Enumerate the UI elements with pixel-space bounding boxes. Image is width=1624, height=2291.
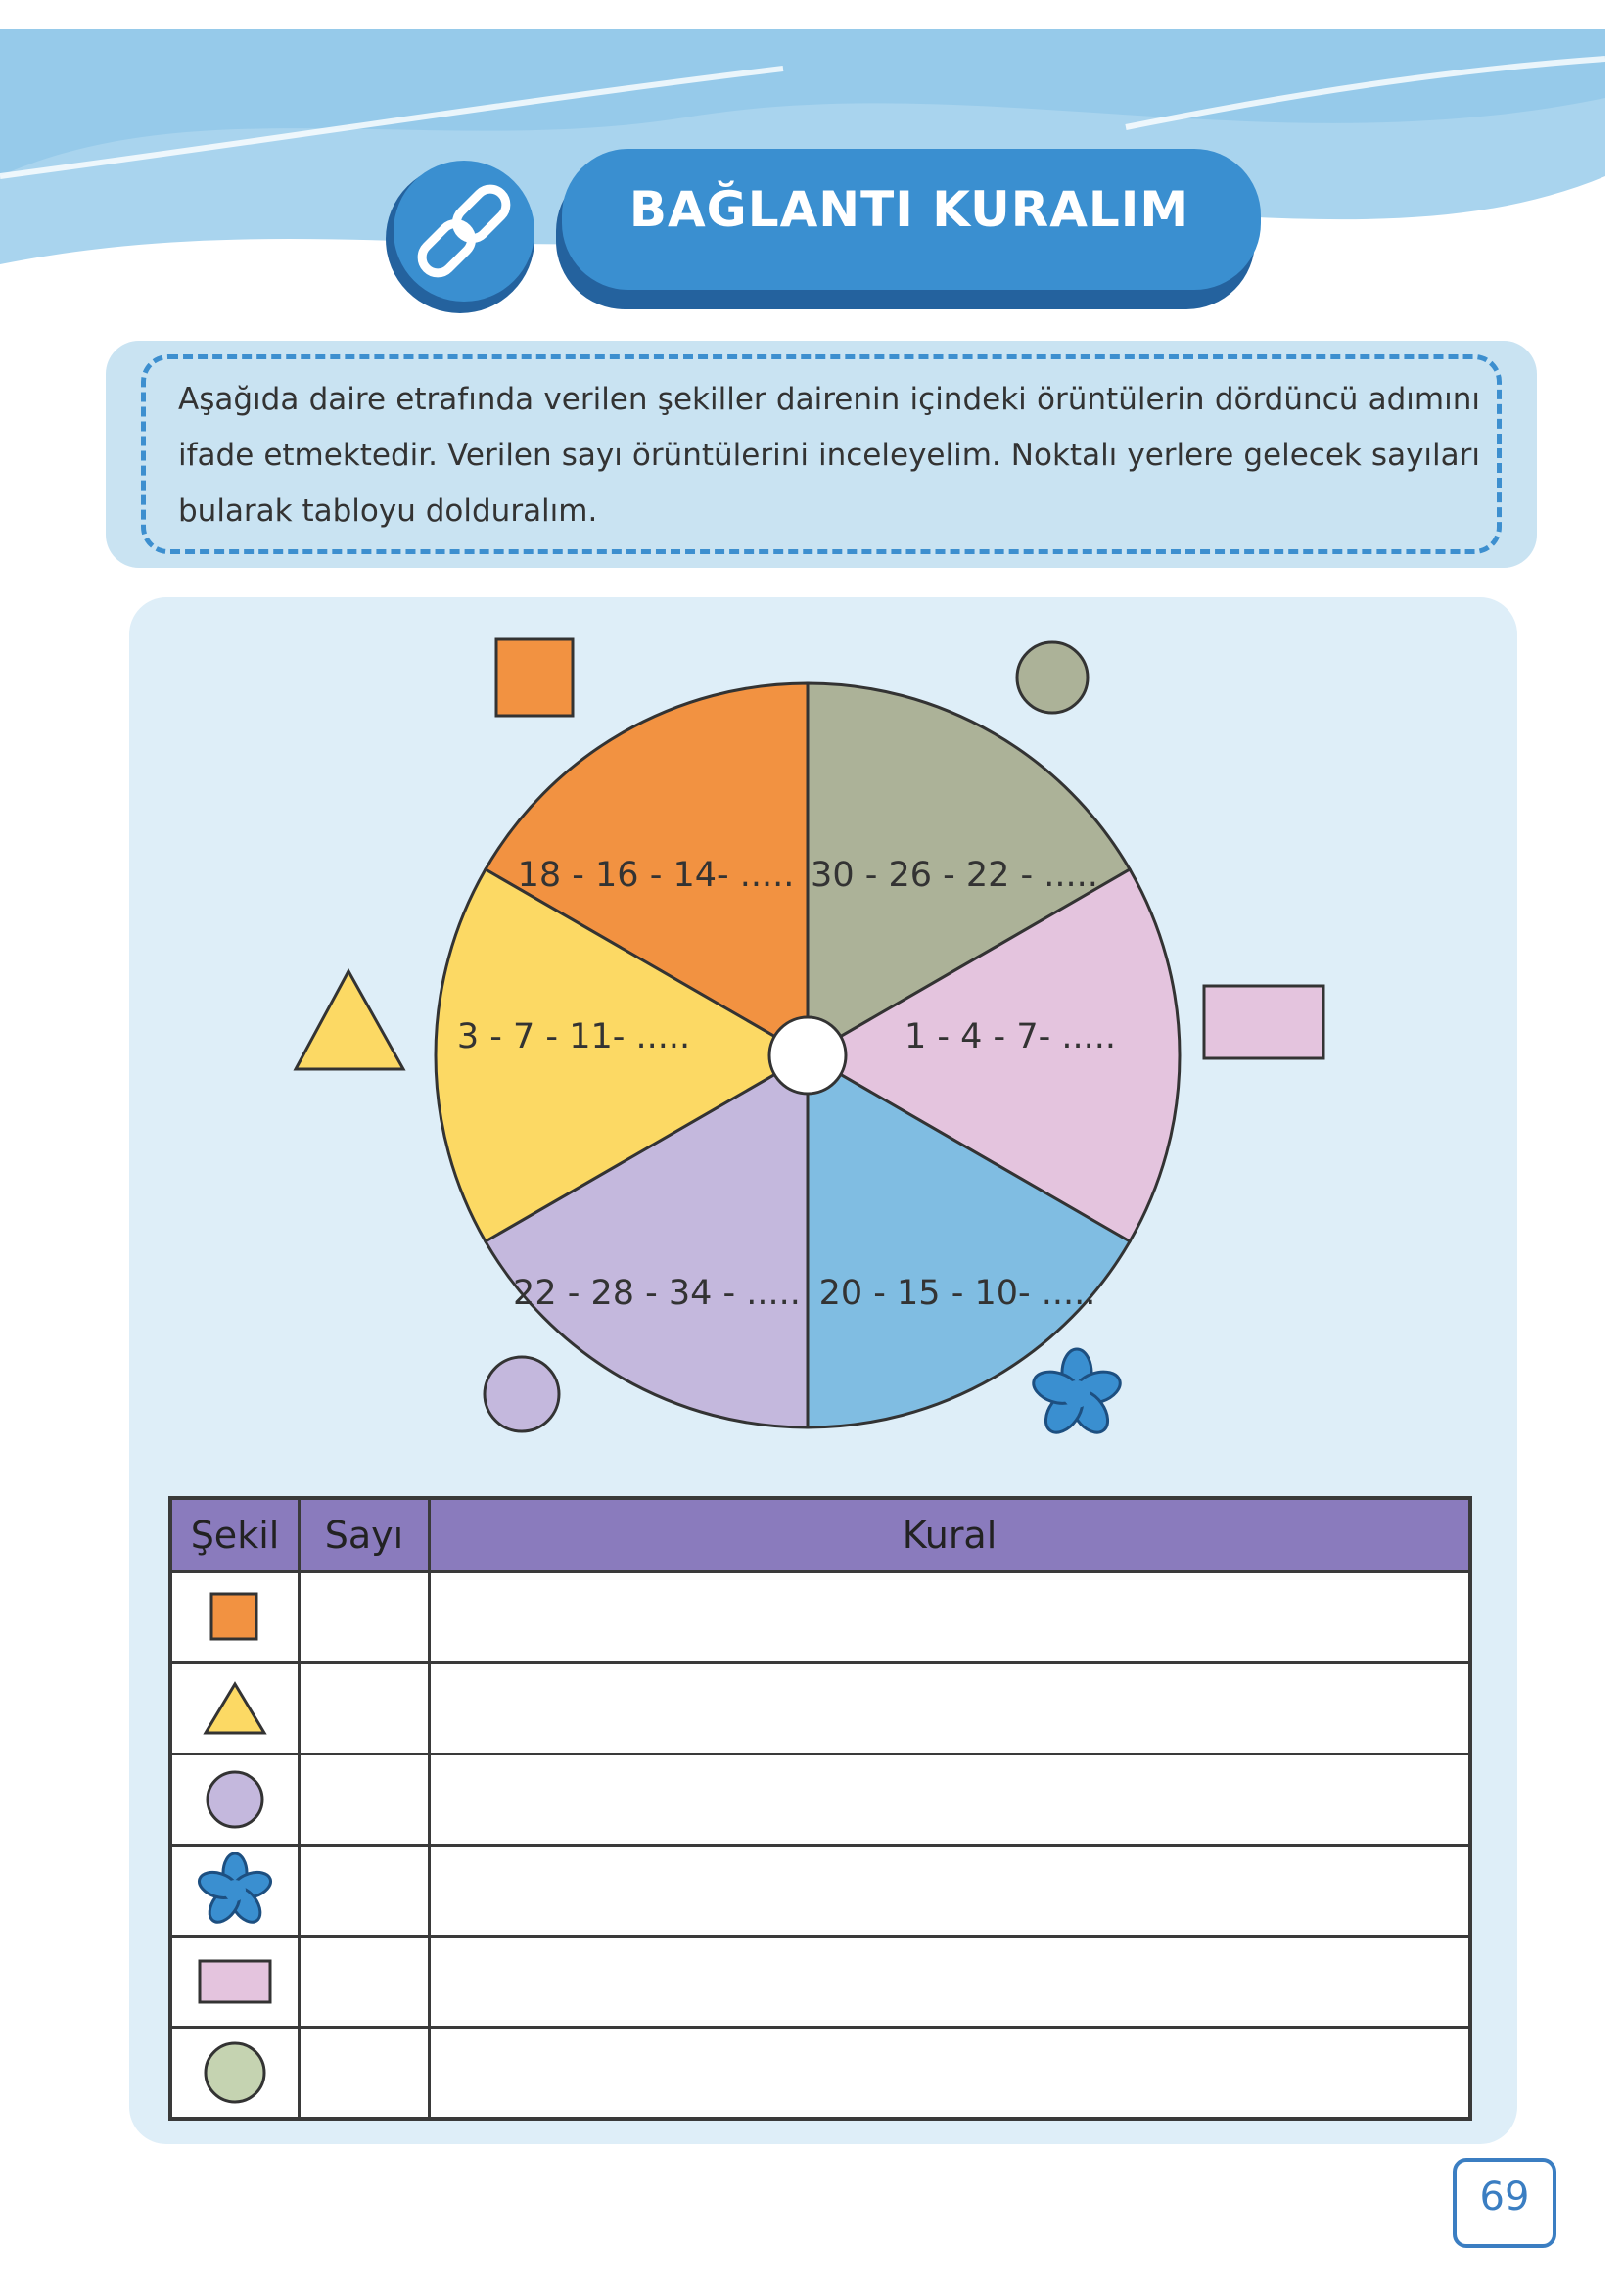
rectangle-icon [1204,986,1323,1058]
segment-pattern-label: 18 - 16 - 14- ..... [517,856,795,895]
table-row [170,1754,1470,1846]
table-row [170,1663,1470,1754]
shape-cell [170,2028,300,2120]
wheel-center [769,1017,846,1094]
circle-icon [204,1768,266,1831]
header-kural: Kural [430,1498,1471,1572]
square-icon [208,1590,262,1645]
shape-cell [170,1846,300,1937]
sayi-input-cell[interactable] [300,2028,430,2120]
segment-pattern-label: 30 - 26 - 22 - ..... [811,856,1098,895]
triangle-icon [201,1679,269,1738]
page-title: BAĞLANTI KURALIM [628,181,1190,238]
kural-input-cell[interactable] [430,1663,1471,1754]
header-sekil: Şekil [170,1498,300,1572]
table-row [170,2028,1470,2120]
rule-table [168,1496,1472,2121]
kural-input-cell[interactable] [430,1754,1471,1846]
circle-icon [485,1357,559,1431]
shape-cell [170,1754,300,1846]
flower-icon [1030,1349,1125,1439]
kural-input-cell[interactable] [430,1846,1471,1937]
square-icon [496,639,573,716]
shape-cell [170,1572,300,1663]
circle-icon [1017,642,1088,713]
kural-input-cell[interactable] [430,2028,1471,2120]
sayi-input-cell[interactable] [300,1572,430,1663]
link-icon [384,157,540,313]
segment-pattern-label: 22 - 28 - 34 - ..... [513,1274,801,1313]
sayi-input-cell[interactable] [300,1846,430,1937]
sayi-input-cell[interactable] [300,1754,430,1846]
flower-icon [197,1852,273,1929]
table-row [170,1937,1470,2028]
kural-input-cell[interactable] [430,1572,1471,1663]
segment-pattern-label: 3 - 7 - 11- ..... [456,1017,691,1056]
table-row [170,1572,1470,1663]
page-number: 69 [1479,2174,1530,2220]
triangle-icon [296,971,403,1069]
circle-icon [202,2039,268,2106]
table-row [170,1846,1470,1937]
rectangle-icon [196,1957,274,2006]
shape-cell [170,1663,300,1754]
instruction-text: Aşağıda daire etrafında verilen şekiller dairenin içindeki örüntülerin dördüncü adımını ifade etmektedir. Verilen sayı örüntülerini inceleyelim. Noktalı yerlere gelecek sayıları bularak tabloyu dolduralım. [178,382,1480,529]
sayi-input-cell[interactable] [300,1937,430,2028]
pattern-wheel [284,627,1351,1459]
segment-pattern-label: 20 - 15 - 10- ..... [818,1274,1096,1313]
kural-input-cell[interactable] [430,1937,1471,2028]
shape-cell [170,1937,300,2028]
sayi-input-cell[interactable] [300,1663,430,1754]
header-sayi: Sayı [300,1498,430,1572]
segment-pattern-label: 1 - 4 - 7- ..... [905,1017,1116,1056]
